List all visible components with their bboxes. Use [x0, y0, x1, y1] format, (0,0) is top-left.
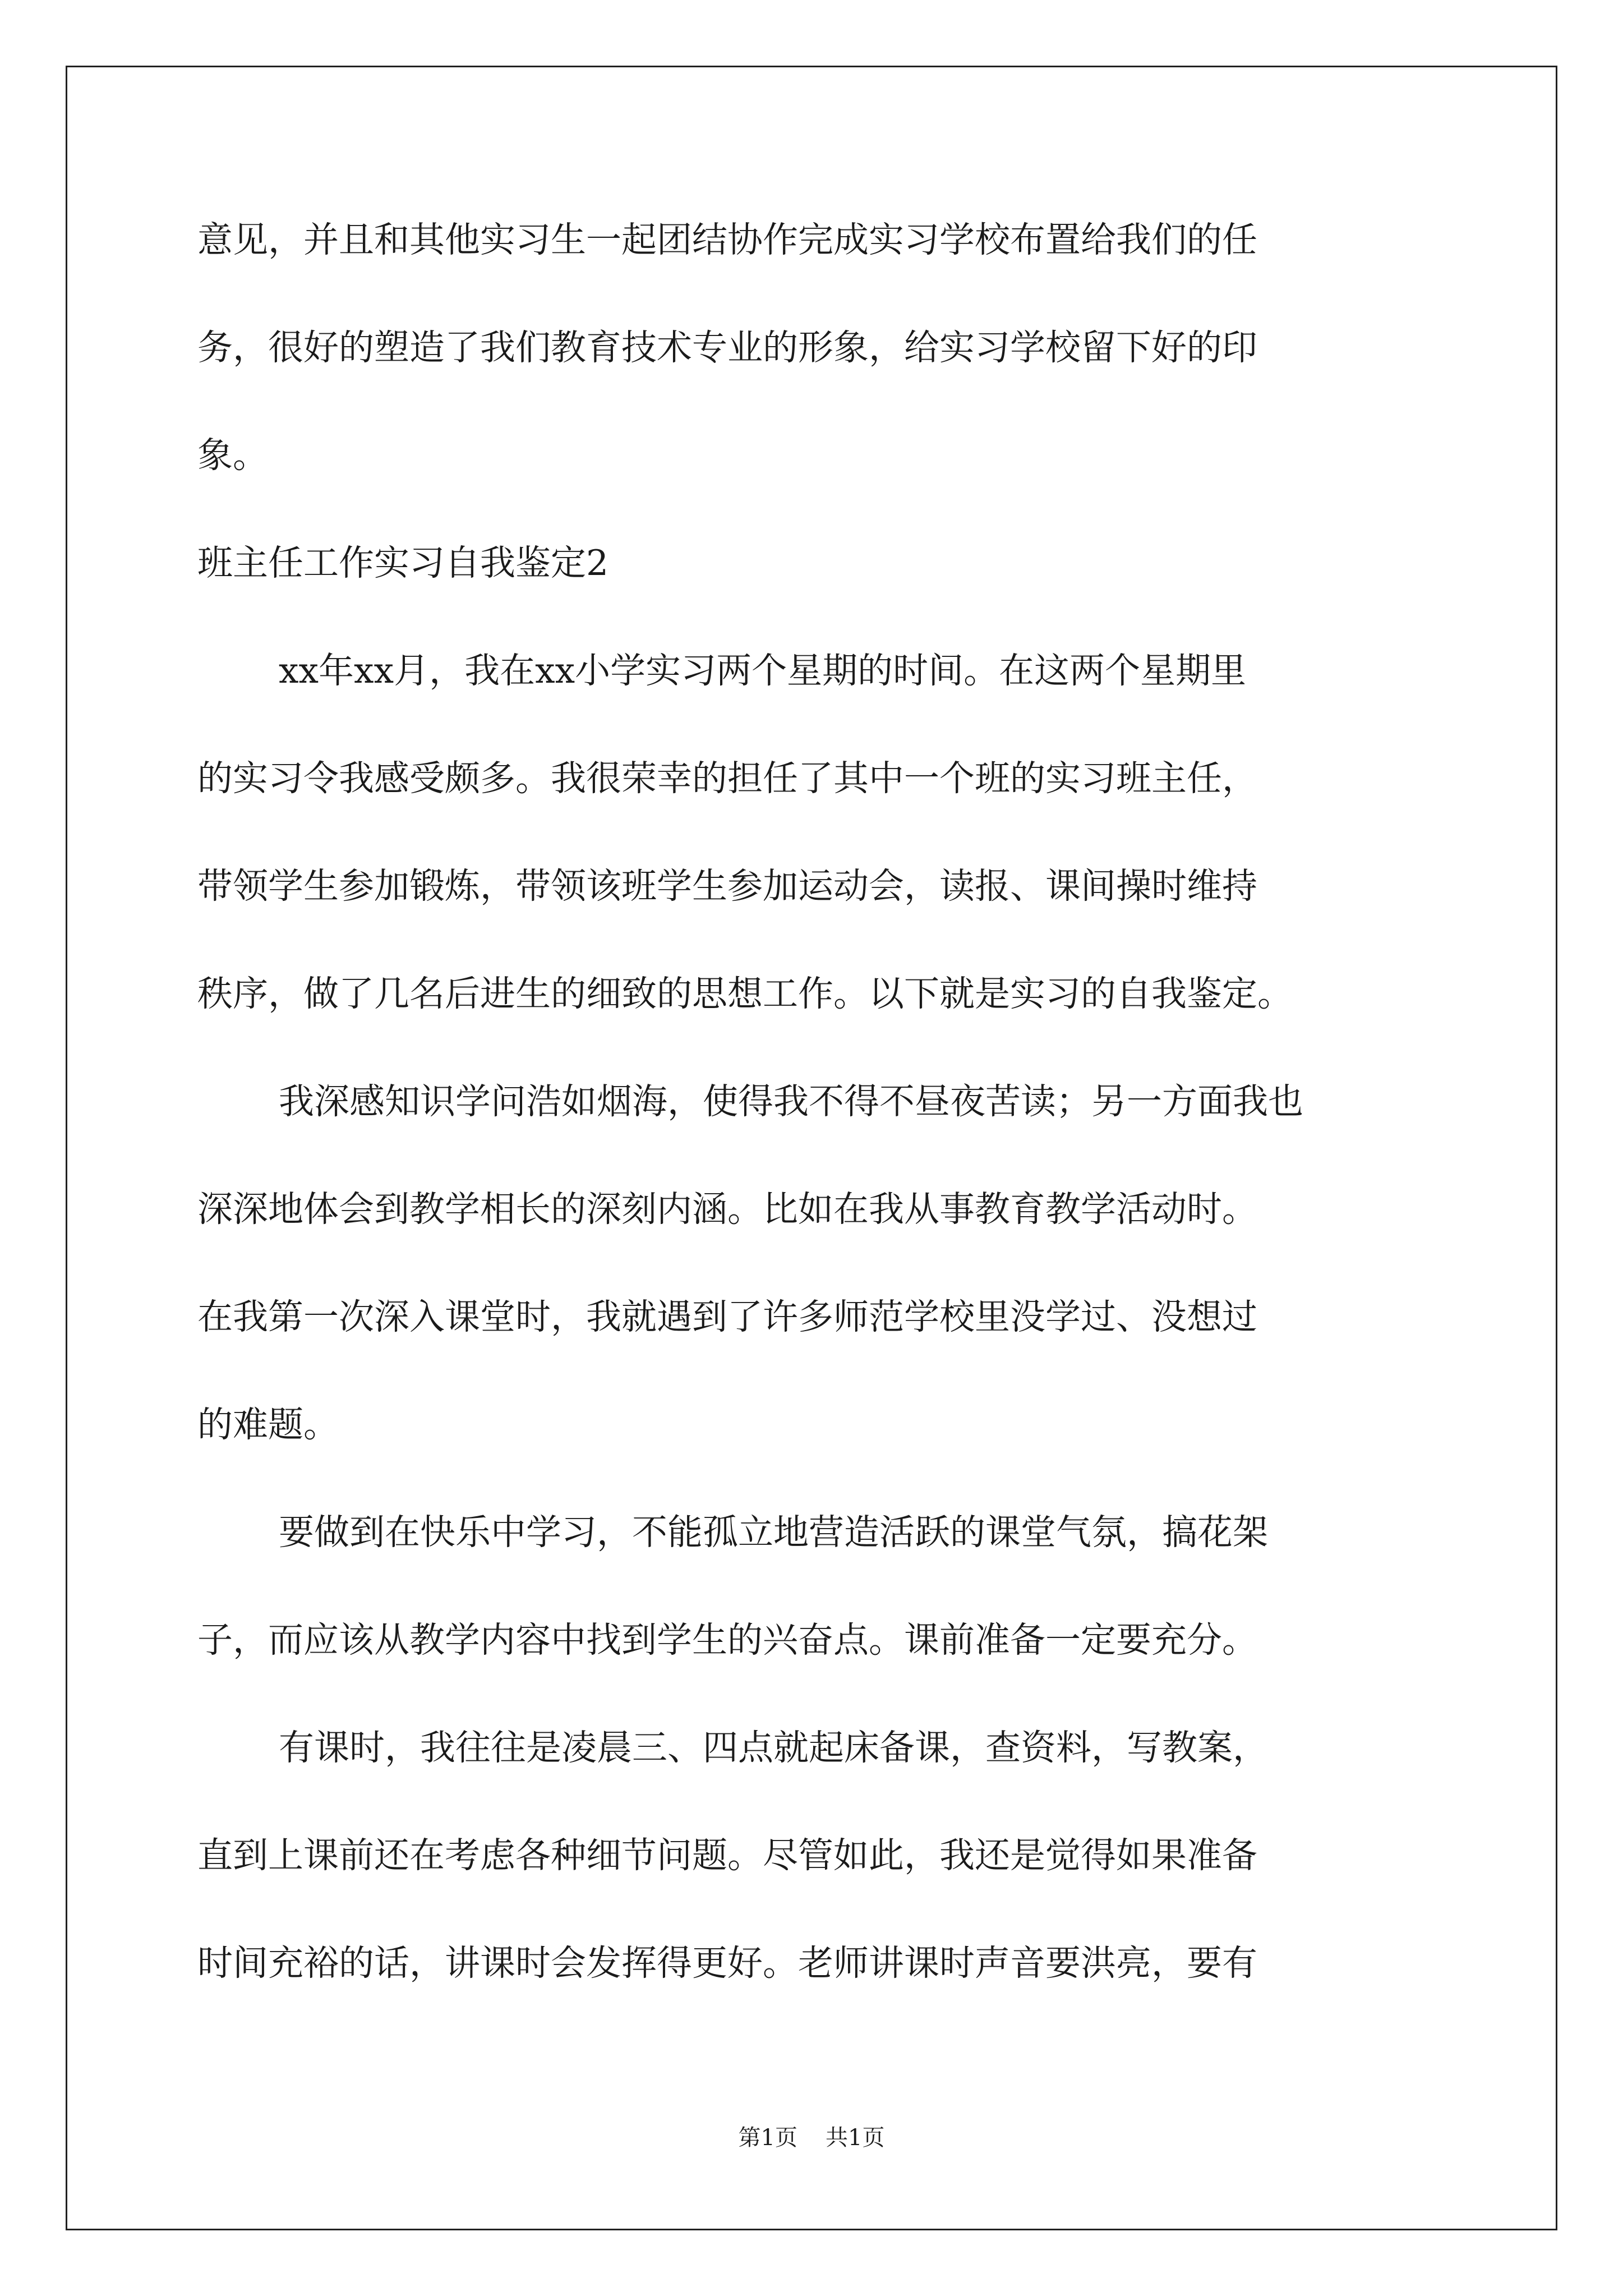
- body-line: 有课时，我往往是凌晨三、四点就起床备课，查资料，写教案，: [279, 1727, 1268, 1768]
- body-line: 象。: [197, 435, 268, 476]
- body-line: 秩序，做了几名后进生的细致的思想工作。以下就是实习的自我鉴定。: [197, 973, 1293, 1014]
- document-body: [197, 213, 1442, 1990]
- body-line: 的实习令我感受颇多。我很荣幸的担任了其中一个班的实习班主任，: [197, 758, 1257, 799]
- body-line: 的难题。: [197, 1404, 339, 1445]
- page-footer: [0, 2124, 1623, 2152]
- body-line: 意见，并且和其他实习生一起团结协作完成实习学校布置给我们的任: [197, 219, 1257, 260]
- body-line: 深深地体会到教学相长的深刻内涵。比如在我从事教育教学活动时。: [197, 1189, 1257, 1230]
- body-line: 在我第一次深入课堂时，我就遇到了许多师范学校里没学过、没想过: [197, 1296, 1257, 1337]
- body-line: 带领学生参加锻炼，带领该班学生参加运动会，读报、课间操时维持: [197, 866, 1257, 907]
- body-line: 直到上课前还在考虑各种细节问题。尽管如此，我还是觉得如果准备: [197, 1835, 1257, 1876]
- page-total: 共1页: [826, 2125, 885, 2151]
- body-line: 我深感知识学问浩如烟海，使得我不得不昼夜苦读；另一方面我也: [279, 1081, 1303, 1122]
- page-number: 第1页: [738, 2125, 797, 2151]
- section-heading: 班主任工作实习自我鉴定2: [197, 542, 609, 583]
- body-line: 子，而应该从教学内容中找到学生的兴奋点。课前准备一定要充分。: [197, 1619, 1257, 1660]
- body-line: 时间充裕的话，讲课时会发挥得更好。老师讲课时声音要洪亮，要有: [197, 1943, 1257, 1984]
- body-line: 要做到在快乐中学习，不能孤立地营造活跃的课堂气氛，搞花架: [279, 1512, 1268, 1553]
- body-line: 务，很好的塑造了我们教育技术专业的形象，给实习学校留下好的印: [197, 327, 1257, 368]
- body-line: xx年xx月，我在xx小学实习两个星期的时间。在这两个星期里: [279, 650, 1247, 691]
